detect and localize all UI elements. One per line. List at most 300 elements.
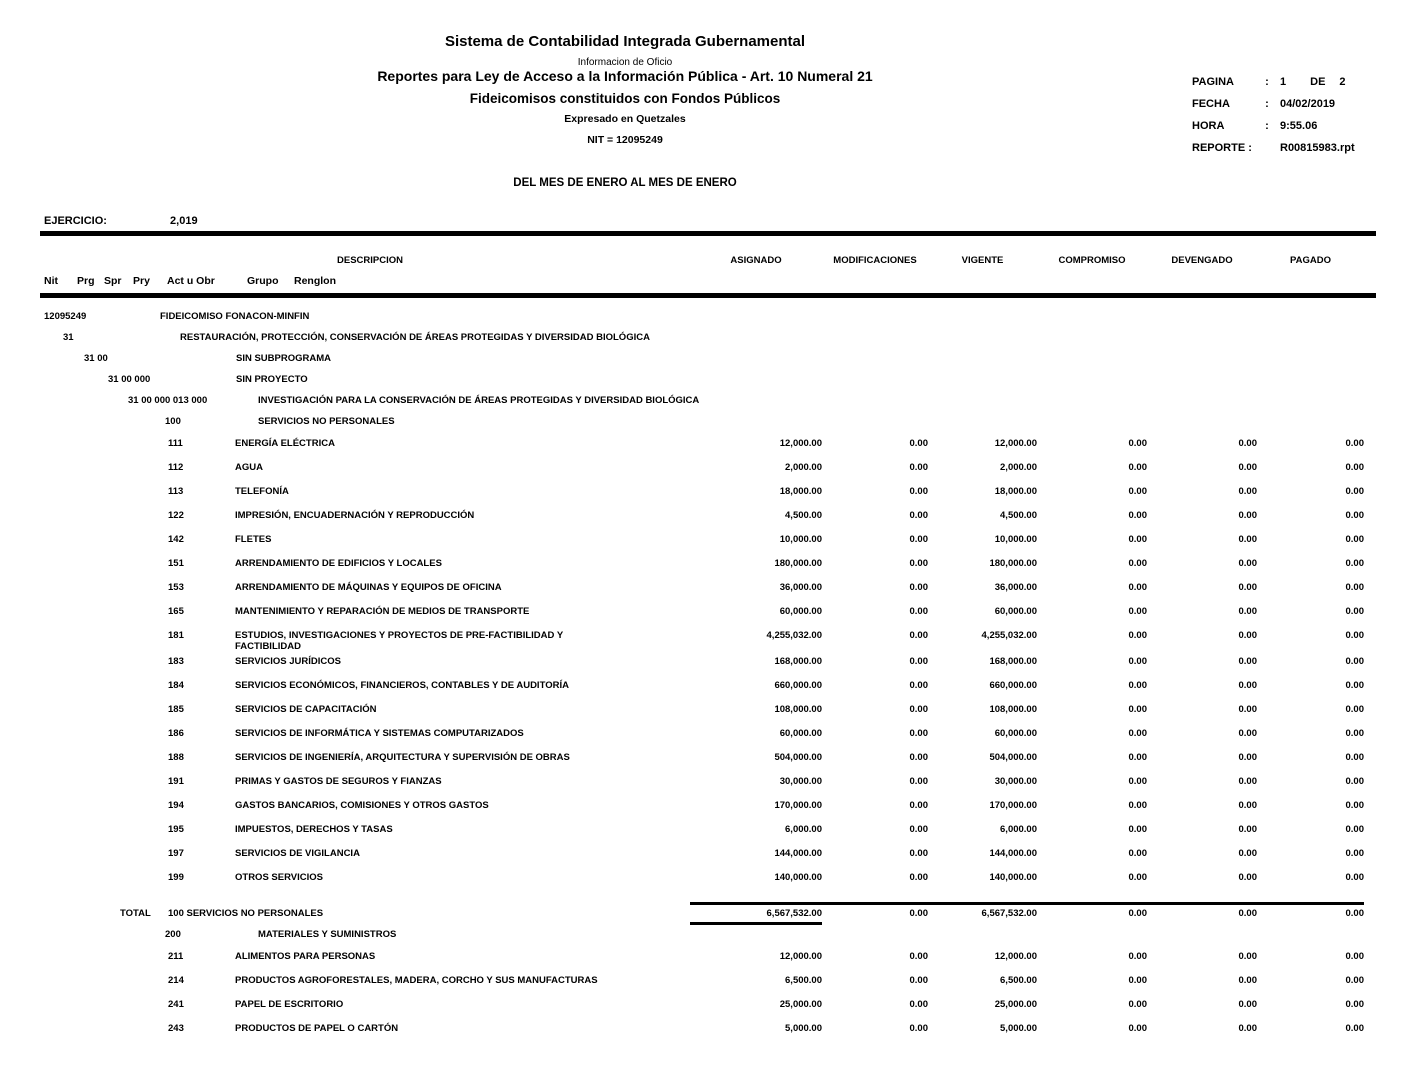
table-row [0, 626, 1408, 652]
row-description-cell [235, 558, 690, 569]
code-header-pry: Pry [133, 275, 150, 287]
row-amount-compromiso: 0.00 [1128, 728, 1147, 739]
row-amount-compromiso: 0.00 [1128, 848, 1147, 859]
row-code: 153 [168, 582, 184, 593]
table-body [0, 308, 1408, 1043]
row-code: 122 [168, 510, 184, 521]
row-code: 197 [168, 848, 184, 859]
divider-bar-top [40, 231, 1376, 236]
row-description: ESTUDIOS, INVESTIGACIONES Y PROYECTOS DE PRE-FACTIBILIDAD Y FACTIBILIDAD [235, 630, 563, 652]
row-description: GASTOS BANCARIOS, COMISIONES Y OTROS GASTOS [235, 800, 489, 811]
table-row [0, 844, 1408, 868]
row-amount-compromiso: 0.00 [1128, 582, 1147, 593]
row-amount-devengado: 0.00 [1238, 872, 1257, 883]
code-header-act-u-obr: Act u Obr [167, 275, 215, 287]
row-description-cell [235, 999, 690, 1010]
total-amount-pagado: 0.00 [1257, 902, 1364, 919]
row-amount-compromiso: 0.00 [1128, 438, 1147, 449]
row-amount-devengado: 0.00 [1238, 848, 1257, 859]
page-meta [1192, 76, 1355, 164]
pagina-total: 2 [1339, 76, 1346, 88]
row-amount-vigente: 6,500.00 [1000, 975, 1037, 986]
code-header-spr: Spr [104, 275, 122, 287]
row-description: SERVICIOS DE INFORMÁTICA Y SISTEMAS COMPUTARIZADOS [235, 728, 524, 739]
hierarchy-label: SIN PROYECTO [236, 374, 308, 385]
row-amount-asignado: 60,000.00 [779, 728, 822, 739]
row-description-cell [235, 872, 690, 883]
fecha-value: 04/02/2019 [1280, 98, 1336, 110]
row-description: MANTENIMIENTO Y REPARACIÓN DE MEDIOS DE TRANSPORTE [235, 606, 530, 617]
row-amount-modificaciones: 0.00 [909, 848, 928, 859]
row-amount-vigente: 30,000.00 [994, 776, 1037, 787]
row-amount-pagado: 0.00 [1345, 486, 1364, 497]
row-amount-vigente: 4,255,032.00 [981, 630, 1037, 641]
period-line: DEL MES DE ENERO AL MES DE ENERO [513, 177, 737, 189]
hierarchy-label: MATERIALES Y SUMINISTROS [258, 929, 397, 940]
row-amount-pagado: 0.00 [1345, 462, 1364, 473]
row-amount-vigente: 60,000.00 [994, 728, 1037, 739]
ejercicio-label: EJERCICIO: [44, 215, 107, 227]
row-amount-vigente: 170,000.00 [989, 800, 1037, 811]
row-amount-devengado: 0.00 [1238, 558, 1257, 569]
row-description-cell [235, 776, 690, 787]
row-code: 214 [168, 975, 184, 986]
table-row [0, 578, 1408, 602]
hierarchy-label: SERVICIOS NO PERSONALES [258, 416, 395, 427]
row-amount-vigente: 60,000.00 [994, 606, 1037, 617]
row-amount-vigente: 504,000.00 [989, 752, 1037, 763]
table-row [0, 700, 1408, 724]
table-row [0, 748, 1408, 772]
row-code: 183 [168, 656, 184, 667]
column-headers [0, 240, 1408, 295]
row-amount-pagado: 0.00 [1345, 558, 1364, 569]
row-amount-devengado: 0.00 [1238, 1023, 1257, 1034]
row-amount-modificaciones: 0.00 [909, 438, 928, 449]
row-amount-devengado: 0.00 [1238, 975, 1257, 986]
row-code: 199 [168, 872, 184, 883]
row-amount-pagado: 0.00 [1345, 951, 1364, 962]
total-label: TOTAL [120, 908, 151, 919]
hora-label: HORA [1192, 120, 1225, 132]
hierarchy-row [0, 413, 1408, 434]
ejercicio-value: 2,019 [170, 215, 198, 227]
row-amount-vigente: 6,000.00 [1000, 824, 1037, 835]
row-amount-devengado: 0.00 [1238, 606, 1257, 617]
row-amount-vigente: 25,000.00 [994, 999, 1037, 1010]
row-amount-asignado: 2,000.00 [785, 462, 822, 473]
row-amount-devengado: 0.00 [1238, 824, 1257, 835]
meta-fecha [1192, 98, 1355, 120]
amount-header-devengado: DEVENGADO [1171, 255, 1233, 266]
row-amount-asignado: 12,000.00 [779, 951, 822, 962]
meta-hora [1192, 120, 1355, 142]
row-code: 211 [168, 951, 184, 962]
meta-reporte [1192, 142, 1355, 164]
row-code: 185 [168, 704, 184, 715]
row-amount-asignado: 5,000.00 [785, 1023, 822, 1034]
row-amount-pagado: 0.00 [1345, 872, 1364, 883]
row-amount-modificaciones: 0.00 [909, 680, 928, 691]
table-row [0, 724, 1408, 748]
row-amount-vigente: 144,000.00 [989, 848, 1037, 859]
row-amount-pagado: 0.00 [1345, 606, 1364, 617]
pagina-colon: : [1265, 76, 1269, 88]
hierarchy-code: 100 [165, 416, 181, 427]
row-amount-modificaciones: 0.00 [909, 872, 928, 883]
row-amount-vigente: 5,000.00 [1000, 1023, 1037, 1034]
row-description: SERVICIOS ECONÓMICOS, FINANCIEROS, CONTABLES Y DE AUDITORÍA [235, 680, 569, 691]
table-row [0, 602, 1408, 626]
row-amount-pagado: 0.00 [1345, 704, 1364, 715]
table-row [0, 554, 1408, 578]
row-amount-asignado: 12,000.00 [779, 438, 822, 449]
hierarchy-code: 31 00 [84, 353, 108, 364]
hierarchy-row [0, 926, 1408, 947]
row-description: ENERGÍA ELÉCTRICA [235, 438, 335, 449]
row-amount-pagado: 0.00 [1345, 582, 1364, 593]
row-code: 113 [168, 486, 184, 497]
row-amount-modificaciones: 0.00 [909, 534, 928, 545]
row-amount-modificaciones: 0.00 [909, 510, 928, 521]
amount-header-vigente: VIGENTE [961, 255, 1004, 266]
table-row [0, 482, 1408, 506]
table-row [0, 434, 1408, 458]
row-amount-asignado: 18,000.00 [779, 486, 822, 497]
row-code: 241 [168, 999, 184, 1010]
row-code: 112 [168, 462, 184, 473]
row-amount-devengado: 0.00 [1238, 486, 1257, 497]
amount-header-asignado: ASIGNADO [730, 255, 782, 266]
amount-header-pagado: PAGADO [1290, 255, 1331, 266]
row-amount-vigente: 12,000.00 [994, 438, 1037, 449]
hierarchy-label: INVESTIGACIÓN PARA LA CONSERVACIÓN DE ÁREAS PROTEGIDAS Y DIVERSIDAD BIOLÓGICA [258, 395, 700, 406]
row-description-cell [235, 680, 690, 691]
row-amount-compromiso: 0.00 [1128, 800, 1147, 811]
row-description: SERVICIOS DE VIGILANCIA [235, 848, 360, 859]
row-description-cell [235, 752, 690, 763]
row-code: 165 [168, 606, 184, 617]
system-title: Sistema de Contabilidad Integrada Gubernamental [444, 33, 806, 50]
table-row [0, 796, 1408, 820]
fecha-colon: : [1265, 98, 1269, 110]
table-row [0, 652, 1408, 676]
reporte-label: REPORTE : [1192, 142, 1252, 154]
row-amount-pagado: 0.00 [1345, 728, 1364, 739]
nit-line: NIT = 12095249 [587, 134, 663, 146]
row-amount-pagado: 0.00 [1345, 438, 1364, 449]
row-amount-asignado: 4,255,032.00 [766, 630, 822, 641]
hierarchy-code: 31 00 000 [108, 374, 151, 385]
row-amount-asignado: 504,000.00 [774, 752, 822, 763]
row-amount-compromiso: 0.00 [1128, 630, 1147, 641]
row-amount-asignado: 660,000.00 [774, 680, 822, 691]
row-amount-asignado: 140,000.00 [774, 872, 822, 883]
row-description-cell [235, 462, 690, 473]
hierarchy-label: RESTAURACIÓN, PROTECCIÓN, CONSERVACIÓN DE ÁREAS PROTEGIDAS Y DIVERSIDAD BIOLÓGICA [180, 332, 650, 343]
row-description-cell [235, 534, 690, 545]
row-description: AGUA [235, 462, 263, 473]
row-code: 243 [168, 1023, 184, 1034]
row-amount-devengado: 0.00 [1238, 438, 1257, 449]
row-amount-vigente: 140,000.00 [989, 872, 1037, 883]
row-amount-modificaciones: 0.00 [909, 486, 928, 497]
row-amount-modificaciones: 0.00 [909, 582, 928, 593]
table-row [0, 676, 1408, 700]
row-amount-modificaciones: 0.00 [909, 1023, 928, 1034]
row-amount-modificaciones: 0.00 [909, 800, 928, 811]
table-row [0, 530, 1408, 554]
row-description: PAPEL DE ESCRITORIO [235, 999, 344, 1010]
row-amount-vigente: 108,000.00 [989, 704, 1037, 715]
row-amount-compromiso: 0.00 [1128, 704, 1147, 715]
code-header-renglon: Renglon [294, 275, 336, 287]
currency-note: Expresado en Quetzales [564, 113, 686, 125]
row-amount-compromiso: 0.00 [1128, 534, 1147, 545]
row-amount-vigente: 180,000.00 [989, 558, 1037, 569]
row-description: ALIMENTOS PARA PERSONAS [235, 951, 376, 962]
row-description-cell [235, 1023, 690, 1034]
row-amount-compromiso: 0.00 [1128, 462, 1147, 473]
row-code: 188 [168, 752, 184, 763]
row-description: TELEFONÍA [235, 486, 289, 497]
row-description-cell [235, 510, 690, 521]
row-code: 111 [168, 438, 183, 449]
row-amount-compromiso: 0.00 [1128, 1023, 1147, 1034]
row-amount-pagado: 0.00 [1345, 800, 1364, 811]
row-amount-pagado: 0.00 [1345, 824, 1364, 835]
row-amount-vigente: 36,000.00 [994, 582, 1037, 593]
row-amount-modificaciones: 0.00 [909, 776, 928, 787]
row-amount-asignado: 168,000.00 [774, 656, 822, 667]
row-description: ARRENDAMIENTO DE MÁQUINAS Y EQUIPOS DE OFICINA [235, 582, 502, 593]
row-amount-pagado: 0.00 [1345, 975, 1364, 986]
row-description: OTROS SERVICIOS [235, 872, 323, 883]
row-description-cell [235, 704, 690, 715]
row-description: IMPRESIÓN, ENCUADERNACIÓN Y REPRODUCCIÓN [235, 510, 475, 521]
row-amount-asignado: 180,000.00 [774, 558, 822, 569]
row-description-cell [235, 800, 690, 811]
row-amount-compromiso: 0.00 [1128, 752, 1147, 763]
divider-bar-header [40, 293, 1376, 298]
table-row [0, 772, 1408, 796]
amount-headers-row [0, 255, 1408, 266]
row-amount-compromiso: 0.00 [1128, 486, 1147, 497]
row-amount-compromiso: 0.00 [1128, 606, 1147, 617]
row-amount-devengado: 0.00 [1238, 656, 1257, 667]
row-amount-asignado: 25,000.00 [779, 999, 822, 1010]
row-amount-pagado: 0.00 [1345, 776, 1364, 787]
hierarchy-label: FIDEICOMISO FONACON-MINFIN [160, 311, 310, 322]
row-description-cell [235, 975, 690, 986]
hierarchy-row [0, 350, 1408, 371]
row-amount-asignado: 6,000.00 [785, 824, 822, 835]
table-row [0, 868, 1408, 892]
row-amount-vigente: 10,000.00 [994, 534, 1037, 545]
row-description-cell [235, 728, 690, 739]
row-description-cell [235, 824, 690, 835]
row-amount-vigente: 12,000.00 [994, 951, 1037, 962]
row-description-cell [235, 656, 690, 667]
row-amount-pagado: 0.00 [1345, 1023, 1364, 1034]
row-amount-modificaciones: 0.00 [909, 462, 928, 473]
row-amount-modificaciones: 0.00 [909, 824, 928, 835]
table-row [0, 820, 1408, 844]
row-amount-modificaciones: 0.00 [909, 558, 928, 569]
row-description-cell [235, 606, 690, 617]
row-amount-devengado: 0.00 [1238, 800, 1257, 811]
row-amount-pagado: 0.00 [1345, 534, 1364, 545]
row-amount-devengado: 0.00 [1238, 728, 1257, 739]
row-amount-compromiso: 0.00 [1128, 680, 1147, 691]
row-amount-pagado: 0.00 [1345, 630, 1364, 641]
row-description: PRODUCTOS AGROFORESTALES, MADERA, CORCHO Y SUS MANUFACTURAS [235, 975, 598, 986]
row-amount-modificaciones: 0.00 [909, 630, 928, 641]
row-amount-compromiso: 0.00 [1128, 951, 1147, 962]
fecha-label: FECHA [1192, 98, 1230, 110]
row-amount-asignado: 170,000.00 [774, 800, 822, 811]
row-amount-compromiso: 0.00 [1128, 824, 1147, 835]
row-description: PRODUCTOS DE PAPEL O CARTÓN [235, 1023, 399, 1034]
row-amount-vigente: 2,000.00 [1000, 462, 1037, 473]
hierarchy-row [0, 392, 1408, 413]
row-code: 191 [168, 776, 184, 787]
amount-header-modificaciones: MODIFICACIONES [833, 255, 917, 266]
total-amount-compromiso: 0.00 [1037, 902, 1147, 919]
pagina-de-label: DE [1310, 76, 1326, 88]
row-amount-asignado: 36,000.00 [779, 582, 822, 593]
row-description: SERVICIOS DE INGENIERÍA, ARQUITECTURA Y SUPERVISIÓN DE OBRAS [235, 752, 570, 763]
report-title: Reportes para Ley de Acceso a la Información Pública - Art. 10 Numeral 21 [377, 68, 873, 84]
hierarchy-code: 31 00 000 013 000 [128, 395, 208, 406]
pagina-label: PAGINA [1192, 76, 1234, 88]
row-amount-asignado: 4,500.00 [785, 510, 822, 521]
row-amount-devengado: 0.00 [1238, 630, 1257, 641]
reporte-value: R00815983.rpt [1280, 142, 1355, 154]
total-row [0, 896, 1408, 926]
row-description: SERVICIOS DE CAPACITACIÓN [235, 704, 377, 715]
row-amount-compromiso: 0.00 [1128, 558, 1147, 569]
row-amount-modificaciones: 0.00 [909, 728, 928, 739]
row-amount-pagado: 0.00 [1345, 752, 1364, 763]
row-code: 142 [168, 534, 184, 545]
row-description-cell [235, 438, 690, 449]
row-code: 186 [168, 728, 184, 739]
code-header-grupo: Grupo [247, 275, 279, 287]
row-code: 184 [168, 680, 184, 691]
row-amount-vigente: 660,000.00 [989, 680, 1037, 691]
row-code: 151 [168, 558, 184, 569]
hierarchy-row [0, 329, 1408, 350]
hora-colon: : [1265, 120, 1269, 132]
table-row [0, 971, 1408, 995]
meta-pagina [1192, 76, 1355, 98]
row-description-cell [235, 848, 690, 859]
hierarchy-row [0, 371, 1408, 392]
row-code: 181 [168, 630, 184, 641]
row-description-cell [235, 630, 690, 652]
row-amount-pagado: 0.00 [1345, 510, 1364, 521]
row-amount-compromiso: 0.00 [1128, 999, 1147, 1010]
row-amount-devengado: 0.00 [1238, 776, 1257, 787]
row-amount-asignado: 6,500.00 [785, 975, 822, 986]
row-amount-pagado: 0.00 [1345, 848, 1364, 859]
hierarchy-label: SIN SUBPROGRAMA [236, 353, 332, 364]
report-subtitle: Fideicomisos constituidos con Fondos Públicos [469, 91, 781, 106]
row-description: PRIMAS Y GASTOS DE SEGUROS Y FIANZAS [235, 776, 442, 787]
table-row [0, 458, 1408, 482]
row-amount-devengado: 0.00 [1238, 582, 1257, 593]
row-amount-asignado: 144,000.00 [774, 848, 822, 859]
row-amount-vigente: 18,000.00 [994, 486, 1037, 497]
row-amount-modificaciones: 0.00 [909, 656, 928, 667]
row-amount-devengado: 0.00 [1238, 680, 1257, 691]
row-code: 194 [168, 800, 184, 811]
row-amount-devengado: 0.00 [1238, 951, 1257, 962]
row-amount-pagado: 0.00 [1345, 656, 1364, 667]
row-amount-vigente: 4,500.00 [1000, 510, 1037, 521]
row-amount-devengado: 0.00 [1238, 999, 1257, 1010]
hierarchy-code: 12095249 [44, 311, 87, 322]
row-amount-devengado: 0.00 [1238, 752, 1257, 763]
table-row [0, 947, 1408, 971]
row-amount-modificaciones: 0.00 [909, 999, 928, 1010]
code-header-prg: Prg [77, 275, 95, 287]
row-amount-devengado: 0.00 [1238, 462, 1257, 473]
row-description: FLETES [235, 534, 272, 545]
row-amount-asignado: 30,000.00 [779, 776, 822, 787]
row-description-cell [235, 486, 690, 497]
table-row [0, 506, 1408, 530]
row-amount-modificaciones: 0.00 [909, 606, 928, 617]
row-amount-vigente: 168,000.00 [989, 656, 1037, 667]
table-row [0, 995, 1408, 1019]
row-amount-modificaciones: 0.00 [909, 951, 928, 962]
code-header-nit: Nit [44, 275, 58, 287]
report-header [0, 33, 1250, 189]
row-amount-compromiso: 0.00 [1128, 776, 1147, 787]
hora-value: 9:55.06 [1280, 120, 1318, 132]
row-amount-devengado: 0.00 [1238, 534, 1257, 545]
row-amount-modificaciones: 0.00 [909, 752, 928, 763]
row-amount-pagado: 0.00 [1345, 680, 1364, 691]
total-amount-modificaciones: 0.00 [822, 902, 928, 919]
row-amount-devengado: 0.00 [1238, 704, 1257, 715]
pagina-value: 1 [1280, 76, 1287, 88]
row-amount-modificaciones: 0.00 [909, 975, 928, 986]
row-amount-compromiso: 0.00 [1128, 872, 1147, 883]
row-amount-pagado: 0.00 [1345, 999, 1364, 1010]
table-row [0, 1019, 1408, 1043]
descripcion-header: DESCRIPCION [337, 255, 403, 266]
row-code: 195 [168, 824, 184, 835]
row-amount-asignado: 10,000.00 [779, 534, 822, 545]
row-description: IMPUESTOS, DERECHOS Y TASAS [235, 824, 393, 835]
amount-header-compromiso: COMPROMISO [1058, 255, 1126, 266]
row-description: ARRENDAMIENTO DE EDIFICIOS Y LOCALES [235, 558, 442, 569]
hierarchy-code: 31 [63, 332, 74, 343]
row-amount-compromiso: 0.00 [1128, 510, 1147, 521]
row-amount-asignado: 108,000.00 [774, 704, 822, 715]
row-description: SERVICIOS JURÍDICOS [235, 656, 341, 667]
info-oficio-line: Informacion de Oficio [577, 57, 673, 68]
ejercicio-row [44, 215, 198, 227]
code-headers-row [0, 275, 1408, 295]
row-description-cell [235, 951, 690, 962]
row-amount-compromiso: 0.00 [1128, 656, 1147, 667]
row-amount-compromiso: 0.00 [1128, 975, 1147, 986]
total-amount-asignado: 6,567,532.00 [690, 902, 822, 925]
